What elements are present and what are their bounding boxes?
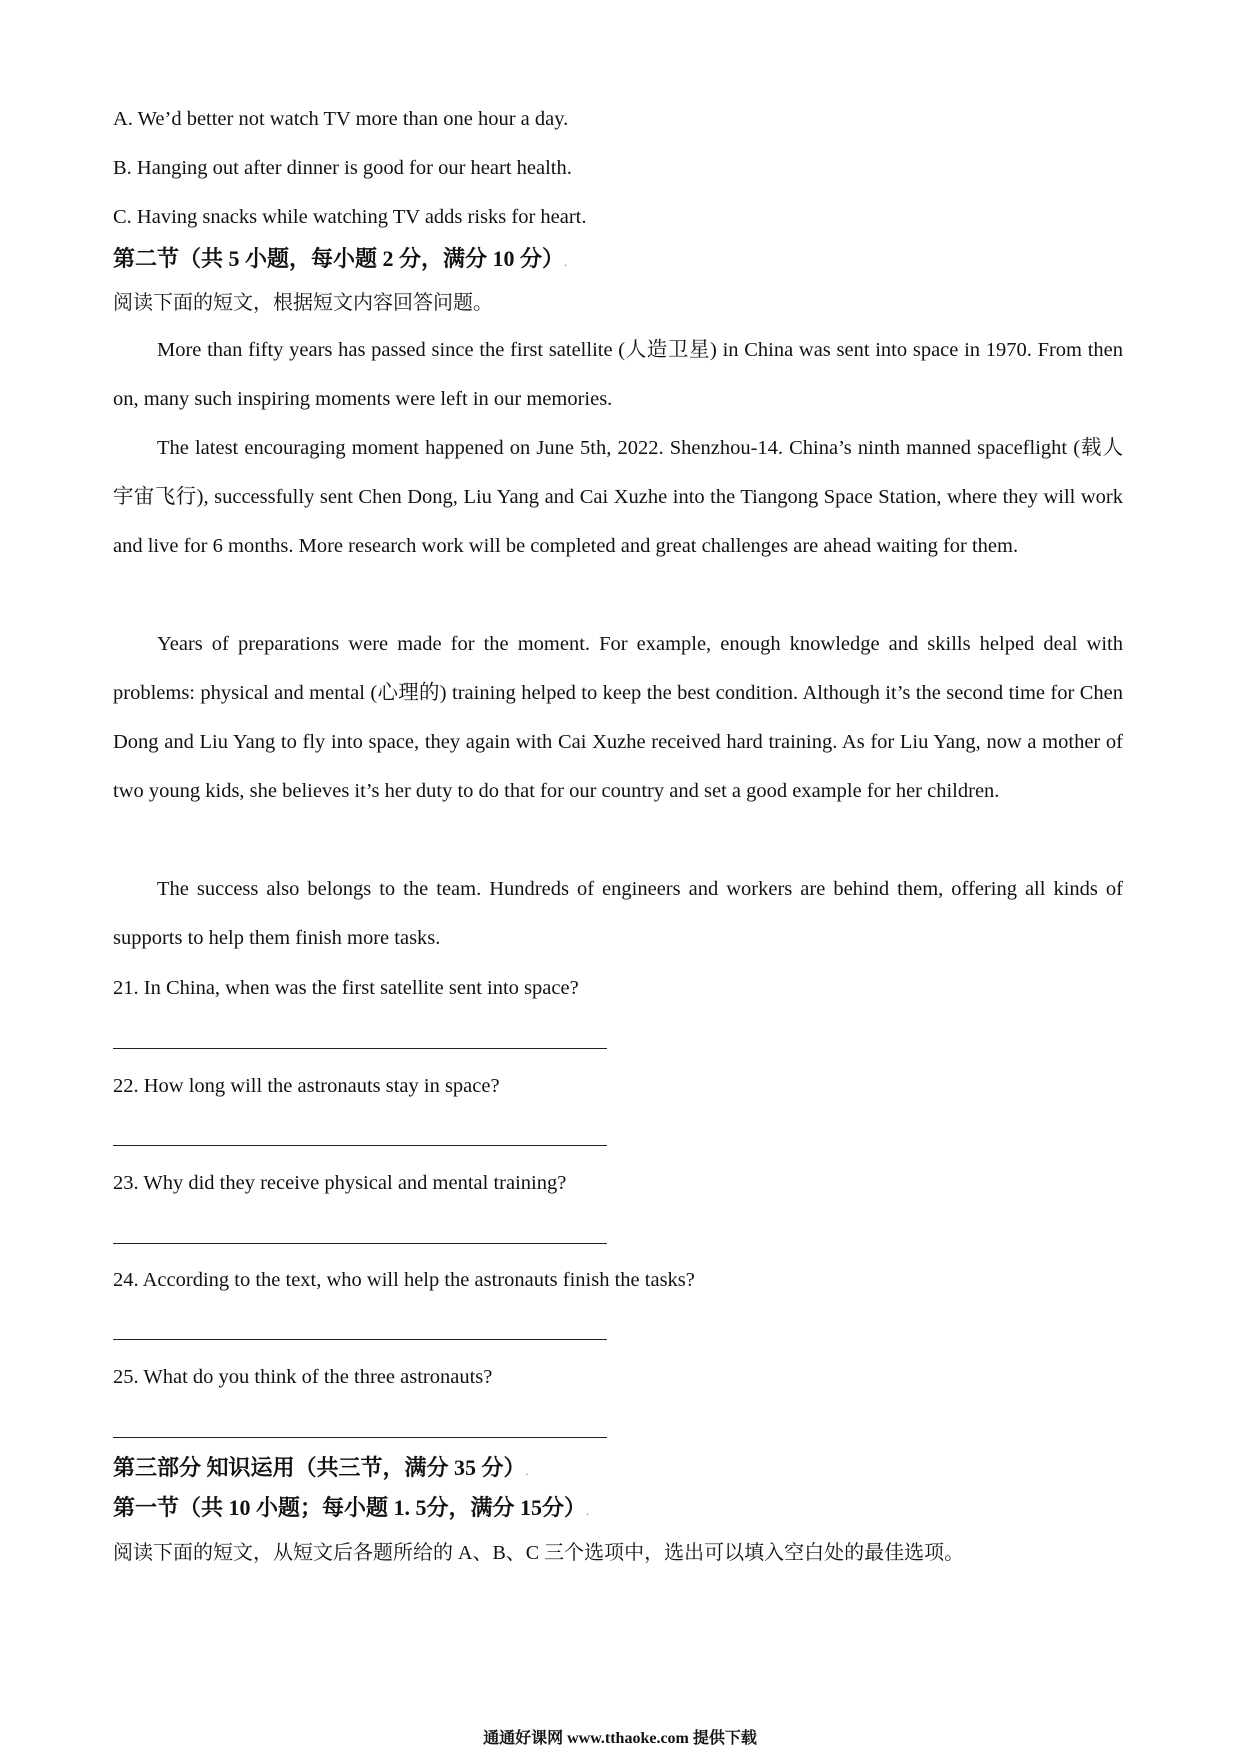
part3-heading: 第三部分 知识运用（共三节，满分 35 分）. bbox=[113, 1455, 529, 1480]
answer-line-22[interactable] bbox=[113, 1145, 607, 1146]
page-footer: 通通好课网 www.tthaoke.com 提供下载 bbox=[483, 1730, 757, 1747]
passage-paragraph-4: The success also belongs to the team. Hundreds of engineers and workers are behind them, offering all kinds of supports to help them finish more tasks. bbox=[113, 878, 1123, 949]
question-21: 21. In China, when was the first satellite sent into space? bbox=[113, 977, 579, 999]
passage-paragraph-2: The latest encouraging moment happened on June 5th, 2022. Shenzhou-14. China’s ninth manned spaceflight (载人宇宙飞行), successfully sent Chen Dong, Liu Yang and Cai Xuzhe into the Tiangong Space Station, where they will work and live for 6 months. More research work will be completed and great challenges are ahead waiting for them. bbox=[113, 437, 1123, 557]
option-a: A. We’d better not watch TV more than one hour a day. bbox=[113, 108, 569, 130]
section2-instruction: 阅读下面的短文，根据短文内容回答问题。 bbox=[113, 292, 493, 314]
part3-instruction: 阅读下面的短文，从短文后各题所给的 A、B、C 三个选项中，选出可以填入空白处的最佳选项。 bbox=[113, 1542, 965, 1564]
option-c: C. Having snacks while watching TV adds risks for heart. bbox=[113, 206, 587, 228]
option-b: B. Hanging out after dinner is good for our heart health. bbox=[113, 157, 572, 179]
passage-paragraph-3: Years of preparations were made for the moment. For example, enough knowledge and skills helped deal with problems: physical and mental (心理的) training helped to keep the best condition. Although it’s the second time for Chen Dong and Liu Yang to fly into space, they again with Cai Xuzhe received hard training. As for Liu Yang, now a mother of two young kids, she believes it’s her duty to do that for our country and set a good example for her children. bbox=[113, 633, 1123, 802]
answer-line-23[interactable] bbox=[113, 1243, 607, 1244]
section2-heading: 第二节（共 5 小题，每小题 2 分，满分 10 分）. bbox=[113, 246, 568, 271]
answer-line-25[interactable] bbox=[113, 1437, 607, 1438]
answer-line-24[interactable] bbox=[113, 1339, 607, 1340]
answer-line-21[interactable] bbox=[113, 1048, 607, 1049]
question-23: 23. Why did they receive physical and mental training? bbox=[113, 1172, 567, 1194]
part3-section1-heading: 第一节（共 10 小题；每小题 1. 5分，满分 15分）. bbox=[113, 1495, 590, 1520]
question-22: 22. How long will the astronauts stay in space? bbox=[113, 1075, 500, 1097]
question-25: 25. What do you think of the three astronauts? bbox=[113, 1366, 493, 1388]
passage-paragraph-1: More than fifty years has passed since the first satellite (人造卫星) in China was sent into space in 1970. From then on, many such inspiring moments were left in our memories. bbox=[113, 339, 1123, 410]
question-24: 24. According to the text, who will help the astronauts finish the tasks? bbox=[113, 1269, 695, 1291]
